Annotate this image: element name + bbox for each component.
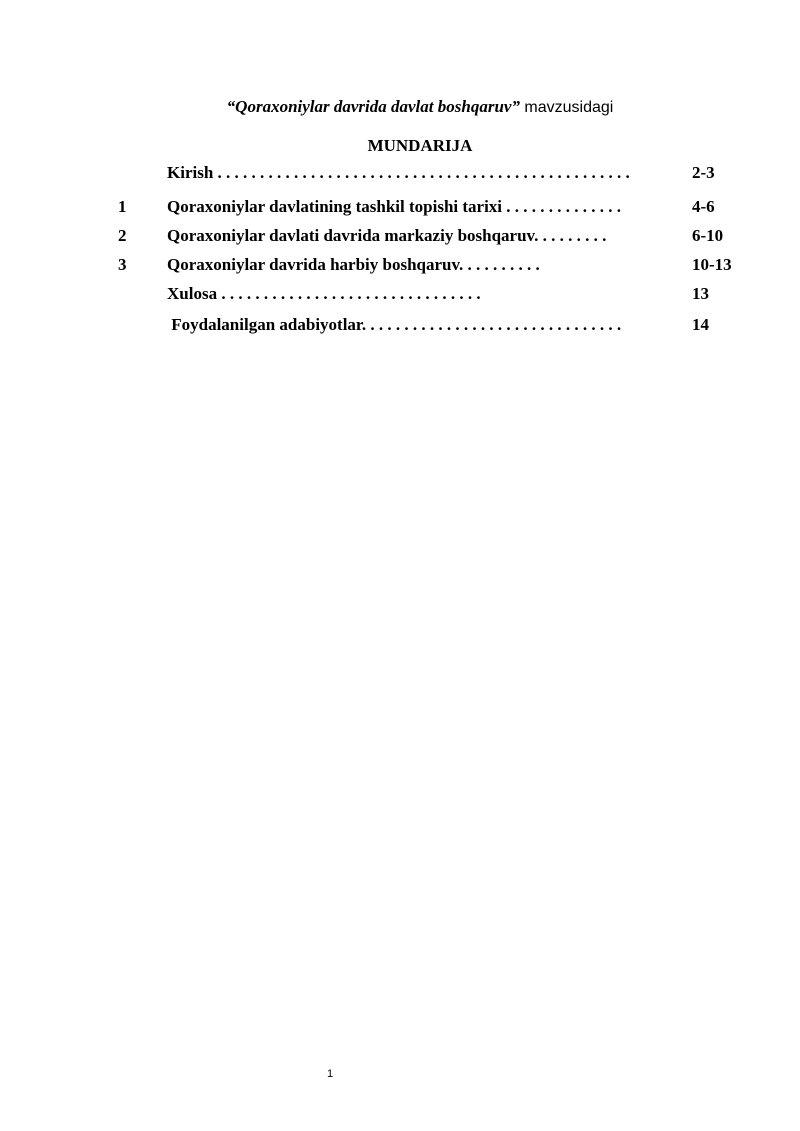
document-heading	[0, 97, 800, 117]
toc-entry-3	[0, 255, 800, 279]
toc-title: MUNDARIJA	[367, 136, 473, 155]
toc-entry-page: 10-13	[692, 255, 732, 274]
toc-entry-label: Qoraxoniylar davlatining tashkil topishi tarixi . . . . . . . . . . . . . .	[167, 197, 622, 216]
toc-entry-1	[0, 197, 800, 221]
toc-entry-label: Kirish . . . . . . . . . . . . . . . . . . . . . . . . . . . . . . . . . . . . . . . . . . . . . . . . .	[167, 163, 630, 182]
toc-entry-number: 3	[118, 255, 127, 274]
toc-entry-number: 1	[118, 197, 127, 216]
toc-entry-label: Xulosa . . . . . . . . . . . . . . . . . . . . . . . . . . . . . . .	[167, 284, 481, 303]
toc-entry-xulosa	[0, 284, 800, 308]
toc-entry-page: 6-10	[692, 226, 724, 245]
toc-entry-2	[0, 226, 800, 250]
toc-entry-label: Qoraxoniylar davlati davrida markaziy boshqaruv. . . . . . . . .	[167, 226, 607, 245]
heading-suffix: mavzusidagi	[519, 99, 614, 116]
toc-entry-kirish	[0, 163, 800, 187]
toc-entry-page: 2-3	[692, 163, 715, 182]
heading-title: “Qoraxoniylar davrida davlat boshqaruv”	[226, 97, 520, 116]
page-number: 1	[326, 1068, 334, 1080]
toc-entry-label: Qoraxoniylar davrida harbiy boshqaruv. . . . . . . . . .	[167, 255, 540, 274]
toc-entry-page: 14	[692, 315, 709, 334]
toc-entry-adabiyotlar	[0, 315, 800, 339]
toc-entry-label: Foydalanilgan adabiyotlar. . . . . . . . . . . . . . . . . . . . . . . . . . . . . . .	[167, 315, 622, 334]
toc-entry-page: 4-6	[692, 197, 715, 216]
toc-entry-page: 13	[692, 284, 709, 303]
toc-entry-number: 2	[118, 226, 127, 245]
